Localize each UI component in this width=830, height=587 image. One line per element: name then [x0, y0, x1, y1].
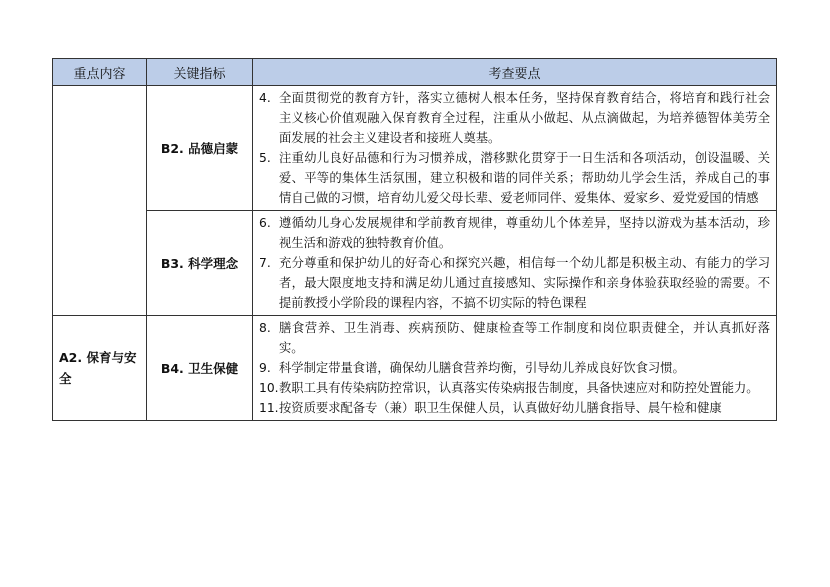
points-cell — [253, 316, 777, 421]
item-number: 5. — [259, 151, 271, 165]
indicator-cell: B2. 品德启蒙 — [147, 86, 253, 211]
item-text: 全面贯彻党的教育方针，落实立德树人根本任务，坚持保育教育结合，将培育和践行社会主义核心价值观融入保育教育全过程，注重从小做起、从点滴做起，为培养德智体美劳全面发展的社会主义建设者和接班人奠基。 — [279, 91, 770, 145]
item-number: 11. — [259, 401, 279, 415]
item-text: 科学制定带量食谱，确保幼儿膳食营养均衡，引导幼儿养成良好饮食习惯。 — [279, 361, 685, 375]
table-row — [53, 316, 777, 421]
item-number: 4. — [259, 91, 271, 105]
list-item — [259, 88, 770, 148]
indicator-cell: B3. 科学理念 — [147, 211, 253, 316]
list-item — [259, 378, 770, 398]
item-text: 膳食营养、卫生消毒、疾病预防、健康检查等工作制度和岗位职责健全，并认真抓好落实。 — [279, 321, 770, 355]
indicator-cell: B4. 卫生保健 — [147, 316, 253, 421]
list-item — [259, 358, 770, 378]
item-number: 8. — [259, 321, 271, 335]
list-item — [259, 213, 770, 253]
item-text: 注重幼儿良好品德和行为习惯养成，潜移默化贯穿于一日生活和各项活动，创设温暖、关爱、平等的集体生活氛围，建立积极和谐的同伴关系；帮助幼儿学会生活，养成自己的事情自己做的习惯，培育幼儿爱父母长辈、爱老师同伴、爱集体、爱家乡、爱党爱国的情感 — [279, 151, 770, 205]
item-number: 6. — [259, 216, 271, 230]
area-cell — [53, 86, 147, 316]
list-item — [259, 253, 770, 313]
item-text: 按资质要求配备专（兼）职卫生保健人员，认真做好幼儿膳食指导、晨午检和健康 — [279, 401, 722, 415]
item-number: 9. — [259, 361, 271, 375]
item-text: 充分尊重和保护幼儿的好奇心和探究兴趣，相信每一个幼儿都是积极主动、有能力的学习者，最大限度地支持和满足幼儿通过直接感知、实际操作和亲身体验获取经验的需要。不提前教授小学阶段的课程内容，不搞不切实际的特色课程 — [279, 256, 770, 310]
table-row — [53, 211, 777, 316]
item-number: 10. — [259, 381, 279, 395]
item-text: 教职工具有传染病防控常识，认真落实传染病报告制度，具备快速应对和防控处置能力。 — [279, 381, 759, 395]
list-item — [259, 318, 770, 358]
list-item — [259, 148, 770, 208]
document-page — [52, 58, 776, 421]
table-header-row — [53, 59, 777, 86]
item-number: 7. — [259, 256, 271, 270]
header-key-content: 重点内容 — [53, 59, 147, 86]
area-cell: A2. 保育与安全 — [53, 316, 147, 421]
header-key-indicator: 关键指标 — [147, 59, 253, 86]
points-cell — [253, 211, 777, 316]
list-item — [259, 398, 770, 418]
points-cell — [253, 86, 777, 211]
header-check-points: 考查要点 — [253, 59, 777, 86]
evaluation-table — [52, 58, 777, 421]
item-text: 遵循幼儿身心发展规律和学前教育规律，尊重幼儿个体差异，坚持以游戏为基本活动，珍视生活和游戏的独特教育价值。 — [279, 216, 770, 250]
table-row — [53, 86, 777, 211]
